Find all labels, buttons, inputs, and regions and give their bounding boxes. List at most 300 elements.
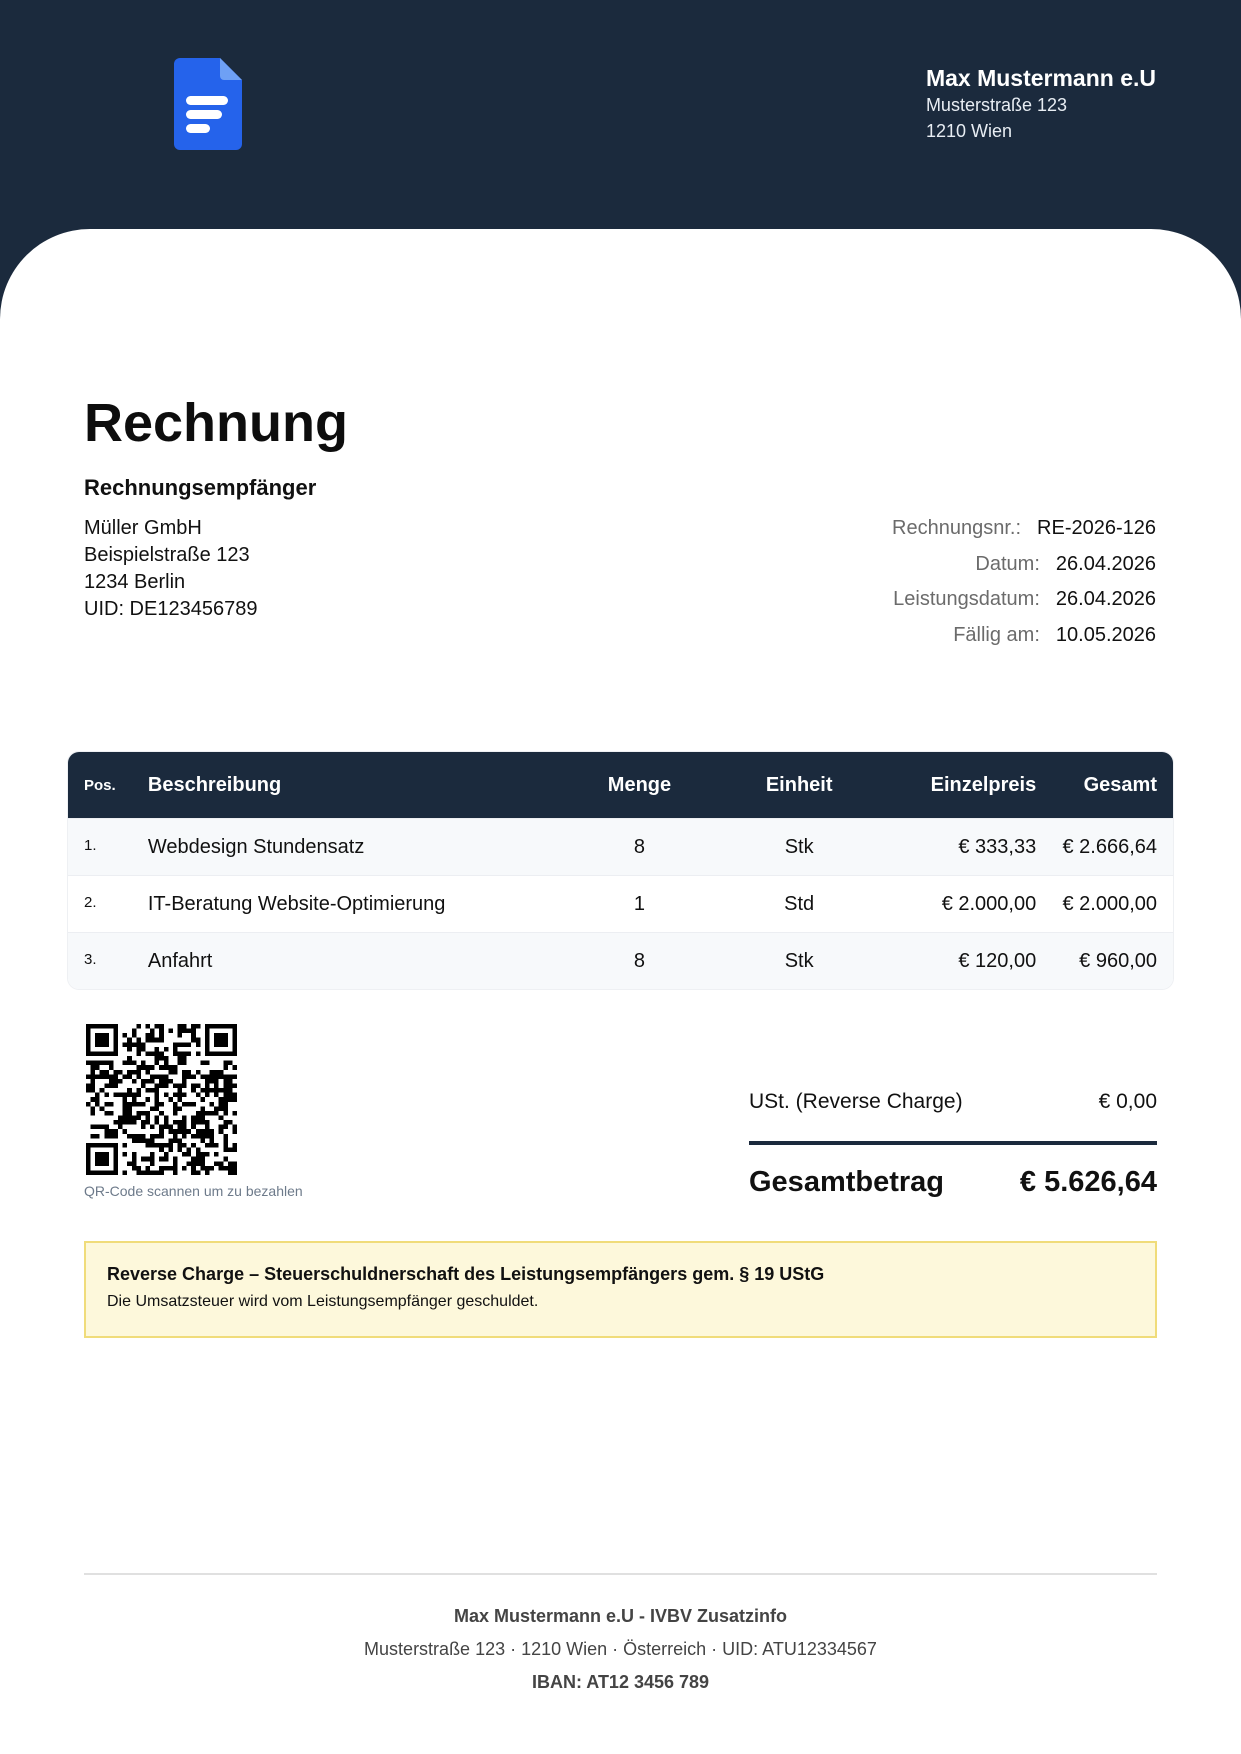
qr-module	[136, 1170, 141, 1175]
qr-module	[223, 1143, 228, 1148]
qr-module	[95, 1161, 100, 1166]
qr-module	[118, 1093, 123, 1098]
qr-module	[219, 1038, 224, 1043]
qr-module	[223, 1097, 228, 1102]
qr-module	[132, 1120, 137, 1125]
qr-module	[223, 1120, 228, 1125]
qr-module	[109, 1079, 114, 1084]
qr-module	[159, 1083, 164, 1088]
qr-module	[178, 1148, 183, 1153]
header-pos: Pos.	[84, 776, 116, 794]
qr-module	[178, 1125, 183, 1130]
qr-module	[223, 1051, 228, 1056]
qr-module	[104, 1093, 109, 1098]
qr-module	[123, 1093, 128, 1098]
qr-module	[223, 1134, 228, 1139]
qr-module	[113, 1083, 118, 1088]
qr-module	[200, 1097, 205, 1102]
qr-module	[123, 1143, 128, 1148]
meta-value: 26.04.2026	[1055, 588, 1156, 611]
sender-street: Musterstraße 123	[925, 95, 1067, 115]
qr-module	[91, 1061, 96, 1066]
qr-module	[232, 1042, 237, 1047]
qr-module	[132, 1102, 137, 1107]
qr-module	[118, 1070, 123, 1075]
qr-module	[191, 1166, 196, 1171]
qr-module	[86, 1029, 91, 1034]
qr-module	[196, 1170, 201, 1175]
document-icon	[174, 58, 242, 150]
qr-module	[100, 1088, 105, 1093]
qr-module	[86, 1152, 91, 1157]
qr-module	[104, 1083, 109, 1088]
cell-unit: Stk	[784, 835, 814, 858]
qr-module	[141, 1065, 146, 1070]
cell-desc: IT-Beratung Website-Optimierung	[147, 892, 446, 915]
qr-module	[113, 1051, 118, 1056]
qr-module	[182, 1079, 187, 1084]
reverse-charge-notice	[84, 1241, 1157, 1338]
qr-module	[95, 1065, 100, 1070]
qr-module	[159, 1129, 164, 1134]
qr-module	[136, 1038, 141, 1043]
meta-row	[892, 511, 1156, 547]
qr-module	[173, 1070, 178, 1075]
qr-module	[182, 1134, 187, 1139]
qr-module	[173, 1111, 178, 1116]
qr-module	[150, 1065, 155, 1070]
qr-module	[109, 1074, 114, 1079]
qr-module	[145, 1051, 150, 1056]
qr-module	[141, 1170, 146, 1175]
qr-module	[104, 1111, 109, 1116]
qr-module	[95, 1125, 100, 1130]
qr-module	[136, 1051, 141, 1056]
qr-module	[155, 1097, 160, 1102]
qr-module	[200, 1111, 205, 1116]
qr-module	[223, 1166, 228, 1171]
sender-address	[926, 64, 1156, 144]
qr-module	[232, 1093, 237, 1098]
qr-module	[100, 1170, 105, 1175]
qr-module	[200, 1061, 205, 1066]
qr-module	[159, 1143, 164, 1148]
cell-qty: 8	[633, 835, 646, 858]
qr-module	[178, 1093, 183, 1098]
qr-module	[210, 1129, 215, 1134]
cell-price: € 120,00	[958, 949, 1037, 972]
qr-module	[187, 1042, 192, 1047]
qr-module	[214, 1083, 219, 1088]
qr-module	[228, 1170, 233, 1175]
qr-module	[123, 1111, 128, 1116]
qr-module	[113, 1134, 118, 1139]
qr-module	[191, 1074, 196, 1079]
qr-module	[113, 1129, 118, 1134]
header-qty: Menge	[607, 773, 672, 796]
qr-module	[214, 1152, 219, 1157]
qr-module	[113, 1029, 118, 1034]
qr-module	[232, 1125, 237, 1130]
qr-module	[219, 1116, 224, 1121]
sender-name: Max Mustermann e.U	[925, 65, 1156, 91]
qr-module	[178, 1051, 183, 1056]
qr-module	[150, 1161, 155, 1166]
qr-module	[187, 1074, 192, 1079]
qr-module	[104, 1102, 109, 1107]
qr-module	[164, 1157, 169, 1162]
qr-module	[100, 1038, 105, 1043]
qr-module	[136, 1116, 141, 1121]
invoice-meta	[892, 511, 1156, 653]
qr-module	[150, 1138, 155, 1143]
qr-module	[150, 1079, 155, 1084]
qr-module	[196, 1116, 201, 1121]
qr-module	[136, 1138, 141, 1143]
vat-label: USt. (Reverse Charge)	[749, 1090, 963, 1113]
qr-module	[232, 1024, 237, 1029]
qr-module	[159, 1051, 164, 1056]
qr-module	[173, 1047, 178, 1052]
qr-module	[113, 1157, 118, 1162]
qr-module	[223, 1106, 228, 1111]
qr-module	[123, 1061, 128, 1066]
qr-module	[187, 1051, 192, 1056]
qr-module	[205, 1024, 210, 1029]
qr-module	[200, 1166, 205, 1171]
cell-qty: 1	[633, 892, 646, 915]
qr-module	[150, 1074, 155, 1079]
qr-module	[104, 1033, 109, 1038]
qr-module	[136, 1166, 141, 1171]
qr-module	[141, 1061, 146, 1066]
qr-module	[219, 1024, 224, 1029]
qr-module	[104, 1070, 109, 1075]
header-price: Einzelpreis	[930, 773, 1037, 796]
qr-module	[219, 1070, 224, 1075]
qr-module	[191, 1143, 196, 1148]
qr-module	[214, 1074, 219, 1079]
table-row	[68, 818, 1173, 875]
qr-module	[123, 1097, 128, 1102]
qr-module	[173, 1093, 178, 1098]
qr-module	[145, 1038, 150, 1043]
qr-module	[155, 1056, 160, 1061]
qr-module	[223, 1111, 228, 1116]
qr-module	[219, 1042, 224, 1047]
qr-module	[168, 1097, 173, 1102]
qr-module	[86, 1051, 91, 1056]
qr-module	[95, 1152, 100, 1157]
vat-row	[749, 1090, 1157, 1114]
qr-module	[91, 1065, 96, 1070]
qr-module	[141, 1102, 146, 1107]
qr-module	[127, 1047, 132, 1052]
qr-module	[113, 1070, 118, 1075]
qr-module	[196, 1038, 201, 1043]
qr-module	[150, 1170, 155, 1175]
qr-module	[182, 1116, 187, 1121]
cell-pos: 2.	[84, 894, 97, 911]
qr-module	[113, 1033, 118, 1038]
meta-value: 10.05.2026	[1055, 623, 1156, 646]
qr-module	[178, 1129, 183, 1134]
qr-module	[159, 1056, 164, 1061]
qr-module	[214, 1093, 219, 1098]
qr-module	[200, 1129, 205, 1134]
qr-module	[109, 1143, 114, 1148]
qr-module	[123, 1120, 128, 1125]
qr-module	[86, 1061, 91, 1066]
qr-module	[187, 1161, 192, 1166]
qr-module	[223, 1093, 228, 1098]
qr-module	[104, 1143, 109, 1148]
qr-module	[196, 1083, 201, 1088]
payment-qr-code	[86, 1024, 237, 1175]
header-desc: Beschreibung	[147, 773, 282, 796]
qr-module	[141, 1047, 146, 1052]
qr-module	[141, 1042, 146, 1047]
qr-module	[159, 1148, 164, 1153]
qr-module	[150, 1134, 155, 1139]
qr-module	[132, 1116, 137, 1121]
qr-module	[232, 1033, 237, 1038]
qr-module	[219, 1033, 224, 1038]
qr-module	[86, 1033, 91, 1038]
qr-module	[123, 1042, 128, 1047]
qr-module	[232, 1083, 237, 1088]
notice-title: Reverse Charge – Steuerschuldnerschaft des Leistungsempfängers gem. § 19 UStG	[107, 1264, 825, 1284]
qr-module	[159, 1125, 164, 1130]
qr-module	[164, 1093, 169, 1098]
qr-module	[155, 1120, 160, 1125]
qr-module	[113, 1143, 118, 1148]
qr-module	[205, 1083, 210, 1088]
qr-module	[86, 1143, 91, 1148]
qr-module	[205, 1051, 210, 1056]
qr-module	[178, 1143, 183, 1148]
qr-module	[113, 1079, 118, 1084]
qr-module	[113, 1166, 118, 1171]
qr-module	[136, 1088, 141, 1093]
qr-module	[210, 1143, 215, 1148]
qr-module	[164, 1056, 169, 1061]
qr-module	[150, 1088, 155, 1093]
recipient-heading: Rechnungsempfänger	[84, 475, 317, 500]
qr-module	[91, 1134, 96, 1139]
qr-module	[91, 1088, 96, 1093]
qr-module	[187, 1152, 192, 1157]
qr-module	[223, 1024, 228, 1029]
qr-module	[210, 1070, 215, 1075]
qr-module	[118, 1120, 123, 1125]
qr-module	[182, 1093, 187, 1098]
qr-module	[219, 1051, 224, 1056]
qr-module	[91, 1070, 96, 1075]
total-divider	[749, 1141, 1157, 1145]
qr-module	[168, 1070, 173, 1075]
qr-module	[127, 1070, 132, 1075]
qr-module	[205, 1143, 210, 1148]
qr-module	[91, 1170, 96, 1175]
table-row	[68, 932, 1173, 989]
qr-module	[86, 1148, 91, 1153]
total-label: Gesamtbetrag	[749, 1166, 945, 1198]
qr-module	[145, 1120, 150, 1125]
qr-module	[223, 1061, 228, 1066]
qr-module	[159, 1170, 164, 1175]
qr-module	[173, 1065, 178, 1070]
qr-module	[196, 1093, 201, 1098]
page-title: Rechnung	[84, 393, 348, 453]
qr-module	[164, 1120, 169, 1125]
qr-module	[164, 1125, 169, 1130]
qr-module	[95, 1102, 100, 1107]
line-items-table	[67, 751, 1174, 990]
qr-module	[191, 1157, 196, 1162]
qr-module	[196, 1134, 201, 1139]
qr-module	[159, 1157, 164, 1162]
qr-module	[191, 1116, 196, 1121]
qr-module	[178, 1033, 183, 1038]
qr-module	[228, 1088, 233, 1093]
qr-module	[200, 1134, 205, 1139]
qr-module	[223, 1065, 228, 1070]
qr-module	[127, 1111, 132, 1116]
qr-module	[196, 1148, 201, 1153]
qr-module	[223, 1083, 228, 1088]
qr-module	[223, 1042, 228, 1047]
qr-module	[191, 1083, 196, 1088]
qr-module	[219, 1106, 224, 1111]
qr-module	[196, 1051, 201, 1056]
meta-row	[892, 547, 1156, 583]
qr-module	[132, 1061, 137, 1066]
sender-city: 1210 Wien	[925, 121, 1012, 141]
qr-module	[86, 1024, 91, 1029]
qr-module	[178, 1083, 183, 1088]
qr-module	[228, 1079, 233, 1084]
qr-module	[219, 1097, 224, 1102]
qr-module	[145, 1079, 150, 1084]
qr-module	[104, 1061, 109, 1066]
qr-module	[109, 1111, 114, 1116]
qr-module	[91, 1024, 96, 1029]
qr-module	[191, 1125, 196, 1130]
table-row	[68, 875, 1173, 932]
qr-module	[214, 1106, 219, 1111]
qr-module	[182, 1051, 187, 1056]
qr-module	[118, 1125, 123, 1130]
qr-module	[187, 1070, 192, 1075]
table-header	[68, 752, 1173, 818]
meta-row	[892, 582, 1156, 618]
qr-module	[214, 1070, 219, 1075]
qr-module	[168, 1143, 173, 1148]
qr-module	[141, 1138, 146, 1143]
qr-module	[205, 1088, 210, 1093]
qr-module	[104, 1170, 109, 1175]
qr-module	[136, 1065, 141, 1070]
qr-module	[136, 1024, 141, 1029]
qr-module	[164, 1152, 169, 1157]
qr-module	[86, 1038, 91, 1043]
qr-module	[145, 1111, 150, 1116]
qr-module	[159, 1065, 164, 1070]
qr-module	[205, 1170, 210, 1175]
qr-module	[210, 1134, 215, 1139]
qr-module	[205, 1079, 210, 1084]
qr-module	[150, 1029, 155, 1034]
qr-module	[150, 1033, 155, 1038]
qr-module	[136, 1102, 141, 1107]
qr-module	[205, 1093, 210, 1098]
qr-module	[127, 1120, 132, 1125]
qr-module	[100, 1042, 105, 1047]
qr-module	[219, 1129, 224, 1134]
qr-module	[145, 1070, 150, 1075]
qr-module	[187, 1129, 192, 1134]
qr-module	[86, 1047, 91, 1052]
qr-module	[141, 1125, 146, 1130]
total-row	[749, 1166, 1157, 1199]
qr-module	[214, 1038, 219, 1043]
qr-module	[228, 1166, 233, 1171]
qr-module	[132, 1093, 137, 1098]
qr-module	[200, 1088, 205, 1093]
qr-module	[159, 1111, 164, 1116]
qr-module	[173, 1106, 178, 1111]
qr-module	[104, 1134, 109, 1139]
qr-module	[196, 1157, 201, 1162]
qr-module	[205, 1029, 210, 1034]
qr-module	[150, 1157, 155, 1162]
qr-module	[232, 1161, 237, 1166]
qr-module	[86, 1102, 91, 1107]
qr-module	[95, 1061, 100, 1066]
qr-module	[232, 1051, 237, 1056]
qr-module	[123, 1033, 128, 1038]
qr-module	[100, 1070, 105, 1075]
meta-value: 26.04.2026	[1055, 552, 1156, 575]
header-unit: Einheit	[765, 773, 833, 796]
meta-label: Rechnungsnr.:	[892, 517, 1022, 540]
qr-module	[210, 1166, 215, 1171]
qr-module	[100, 1074, 105, 1079]
qr-module	[168, 1129, 173, 1134]
qr-module	[164, 1065, 169, 1070]
qr-module	[196, 1042, 201, 1047]
qr-module	[104, 1125, 109, 1130]
qr-module	[145, 1024, 150, 1029]
qr-module	[86, 1170, 91, 1175]
qr-module	[182, 1125, 187, 1130]
qr-module	[232, 1065, 237, 1070]
total-value: € 5.626,64	[1019, 1166, 1157, 1198]
qr-module	[200, 1161, 205, 1166]
qr-module	[104, 1051, 109, 1056]
qr-module	[109, 1051, 114, 1056]
qr-module	[228, 1161, 233, 1166]
qr-module	[136, 1074, 141, 1079]
qr-module	[191, 1161, 196, 1166]
qr-module	[100, 1152, 105, 1157]
qr-module	[136, 1093, 141, 1098]
qr-module	[223, 1033, 228, 1038]
qr-module	[173, 1170, 178, 1175]
qr-module	[91, 1143, 96, 1148]
qr-module	[210, 1111, 215, 1116]
